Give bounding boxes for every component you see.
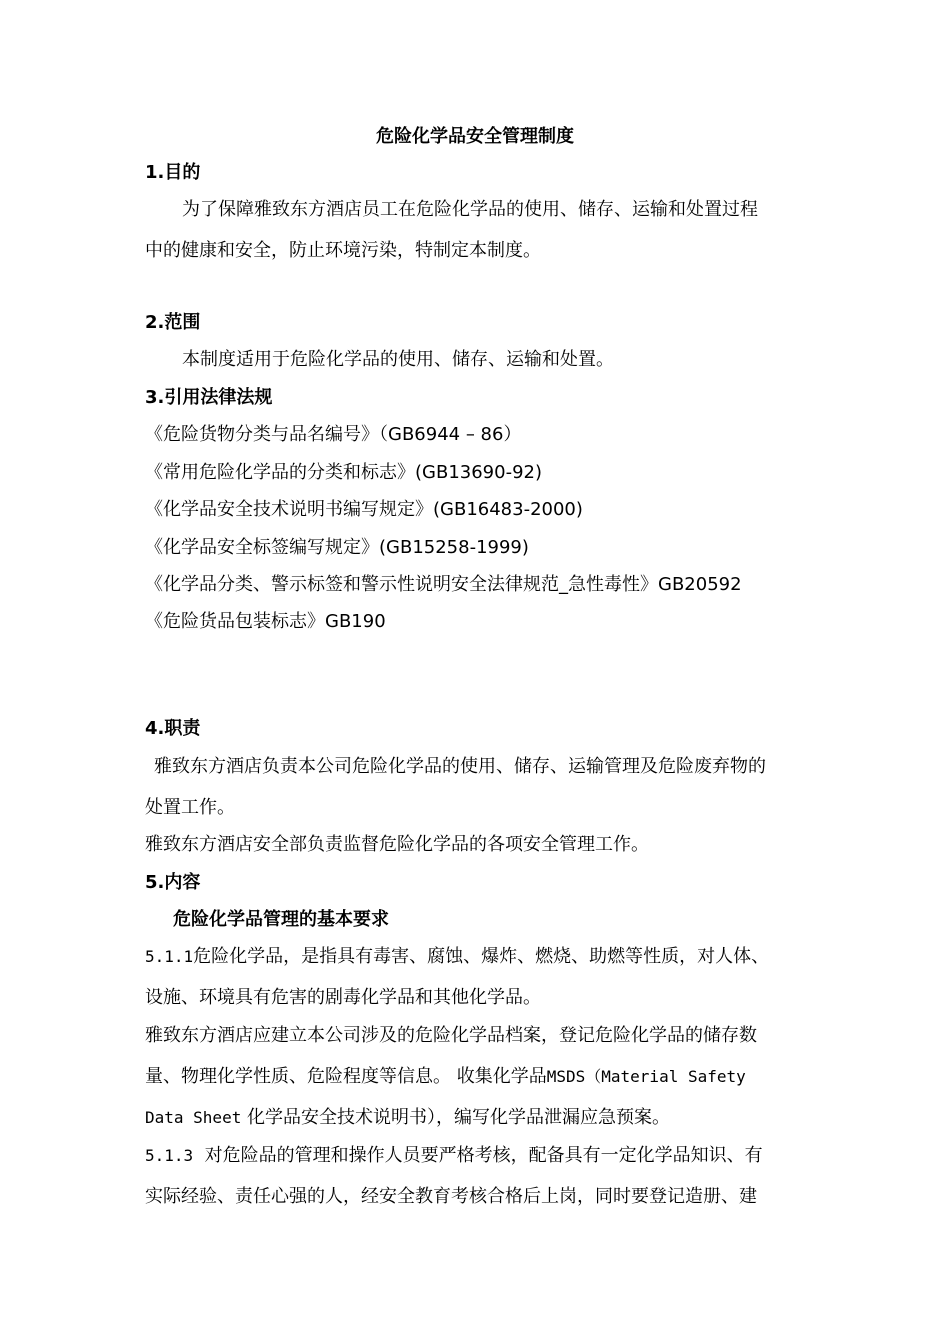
data-sheet-term: Data Sheet xyxy=(145,1108,242,1127)
reference-item: 《危险货物分类与品名编号》（GB6944 – 86） xyxy=(145,424,522,445)
msds-term: MSDS（Material Safety xyxy=(546,1067,746,1086)
clause-text: 对危险品的管理和操作人员要严格考核，配备具有一定化学品知识、有 xyxy=(193,1145,763,1166)
section-4-paragraph-1-line-1: 雅致东方酒店负责本公司危险化学品的使用、储存、运输管理及危险废弃物的 xyxy=(154,756,766,777)
section-4-heading: 4.职责 xyxy=(145,718,201,739)
section-5-heading: 5.内容 xyxy=(145,872,201,893)
section-4-paragraph-1-line-2: 处置工作。 xyxy=(145,797,235,818)
section-2-paragraph: 本制度适用于危险化学品的使用、储存、运输和处置。 xyxy=(182,349,614,370)
section-2-heading: 2.范围 xyxy=(145,312,201,333)
reference-item: 《化学品安全技术说明书编写规定》(GB16483-2000) xyxy=(145,499,583,520)
reference-item: 《化学品分类、警示标签和警示性说明安全法律规范_急性毒性》GB20592 xyxy=(145,574,742,595)
section-1-heading: 1.目的 xyxy=(145,162,201,183)
section-5-subheading: 危险化学品管理的基本要求 xyxy=(173,909,389,930)
document-title: 危险化学品安全管理制度 xyxy=(376,126,574,147)
clause-5-1-3-line-2: 实际经验、责任心强的人，经安全教育考核合格后上岗，同时要登记造册、建 xyxy=(145,1186,757,1207)
clause-5-1-3-line-1 xyxy=(145,1145,763,1167)
clause-5-1-2-line-2 xyxy=(145,1066,746,1088)
clause-number: 5.1.3 xyxy=(145,1146,194,1165)
section-4-paragraph-2: 雅致东方酒店安全部负责监督危险化学品的各项安全管理工作。 xyxy=(145,834,649,855)
reference-item: 《化学品安全标签编写规定》(GB15258-1999) xyxy=(145,537,529,558)
clause-number: 5.1.1 xyxy=(145,947,194,966)
clause-5-1-1-line-1 xyxy=(145,946,769,968)
clause-5-1-1-line-2: 设施、环境具有危害的剧毒化学品和其他化学品。 xyxy=(145,987,541,1008)
section-1-paragraph-line-1: 为了保障雅致东方酒店员工在危险化学品的使用、储存、运输和处置过程 xyxy=(182,199,758,220)
clause-5-1-2-line-1: 雅致东方酒店应建立本公司涉及的危险化学品档案，登记危险化学品的储存数 xyxy=(145,1025,757,1046)
clause-5-1-2-line-3 xyxy=(145,1107,670,1129)
reference-item: 《危险货品包装标志》GB190 xyxy=(145,611,386,632)
clause-text: 化学品安全技术说明书），编写化学品泄漏应急预案。 xyxy=(241,1107,671,1128)
section-1-paragraph-line-2: 中的健康和安全，防止环境污染，特制定本制度。 xyxy=(145,240,541,261)
section-3-heading: 3.引用法律法规 xyxy=(145,387,273,408)
clause-text: 量、物理化学性质、危险程度等信息。 收集化学品 xyxy=(145,1066,547,1087)
reference-item: 《常用危险化学品的分类和标志》(GB13690-92) xyxy=(145,462,543,483)
clause-text: 危险化学品，是指具有毒害、腐蚀、爆炸、燃烧、助燃等性质，对人体、 xyxy=(193,946,770,967)
